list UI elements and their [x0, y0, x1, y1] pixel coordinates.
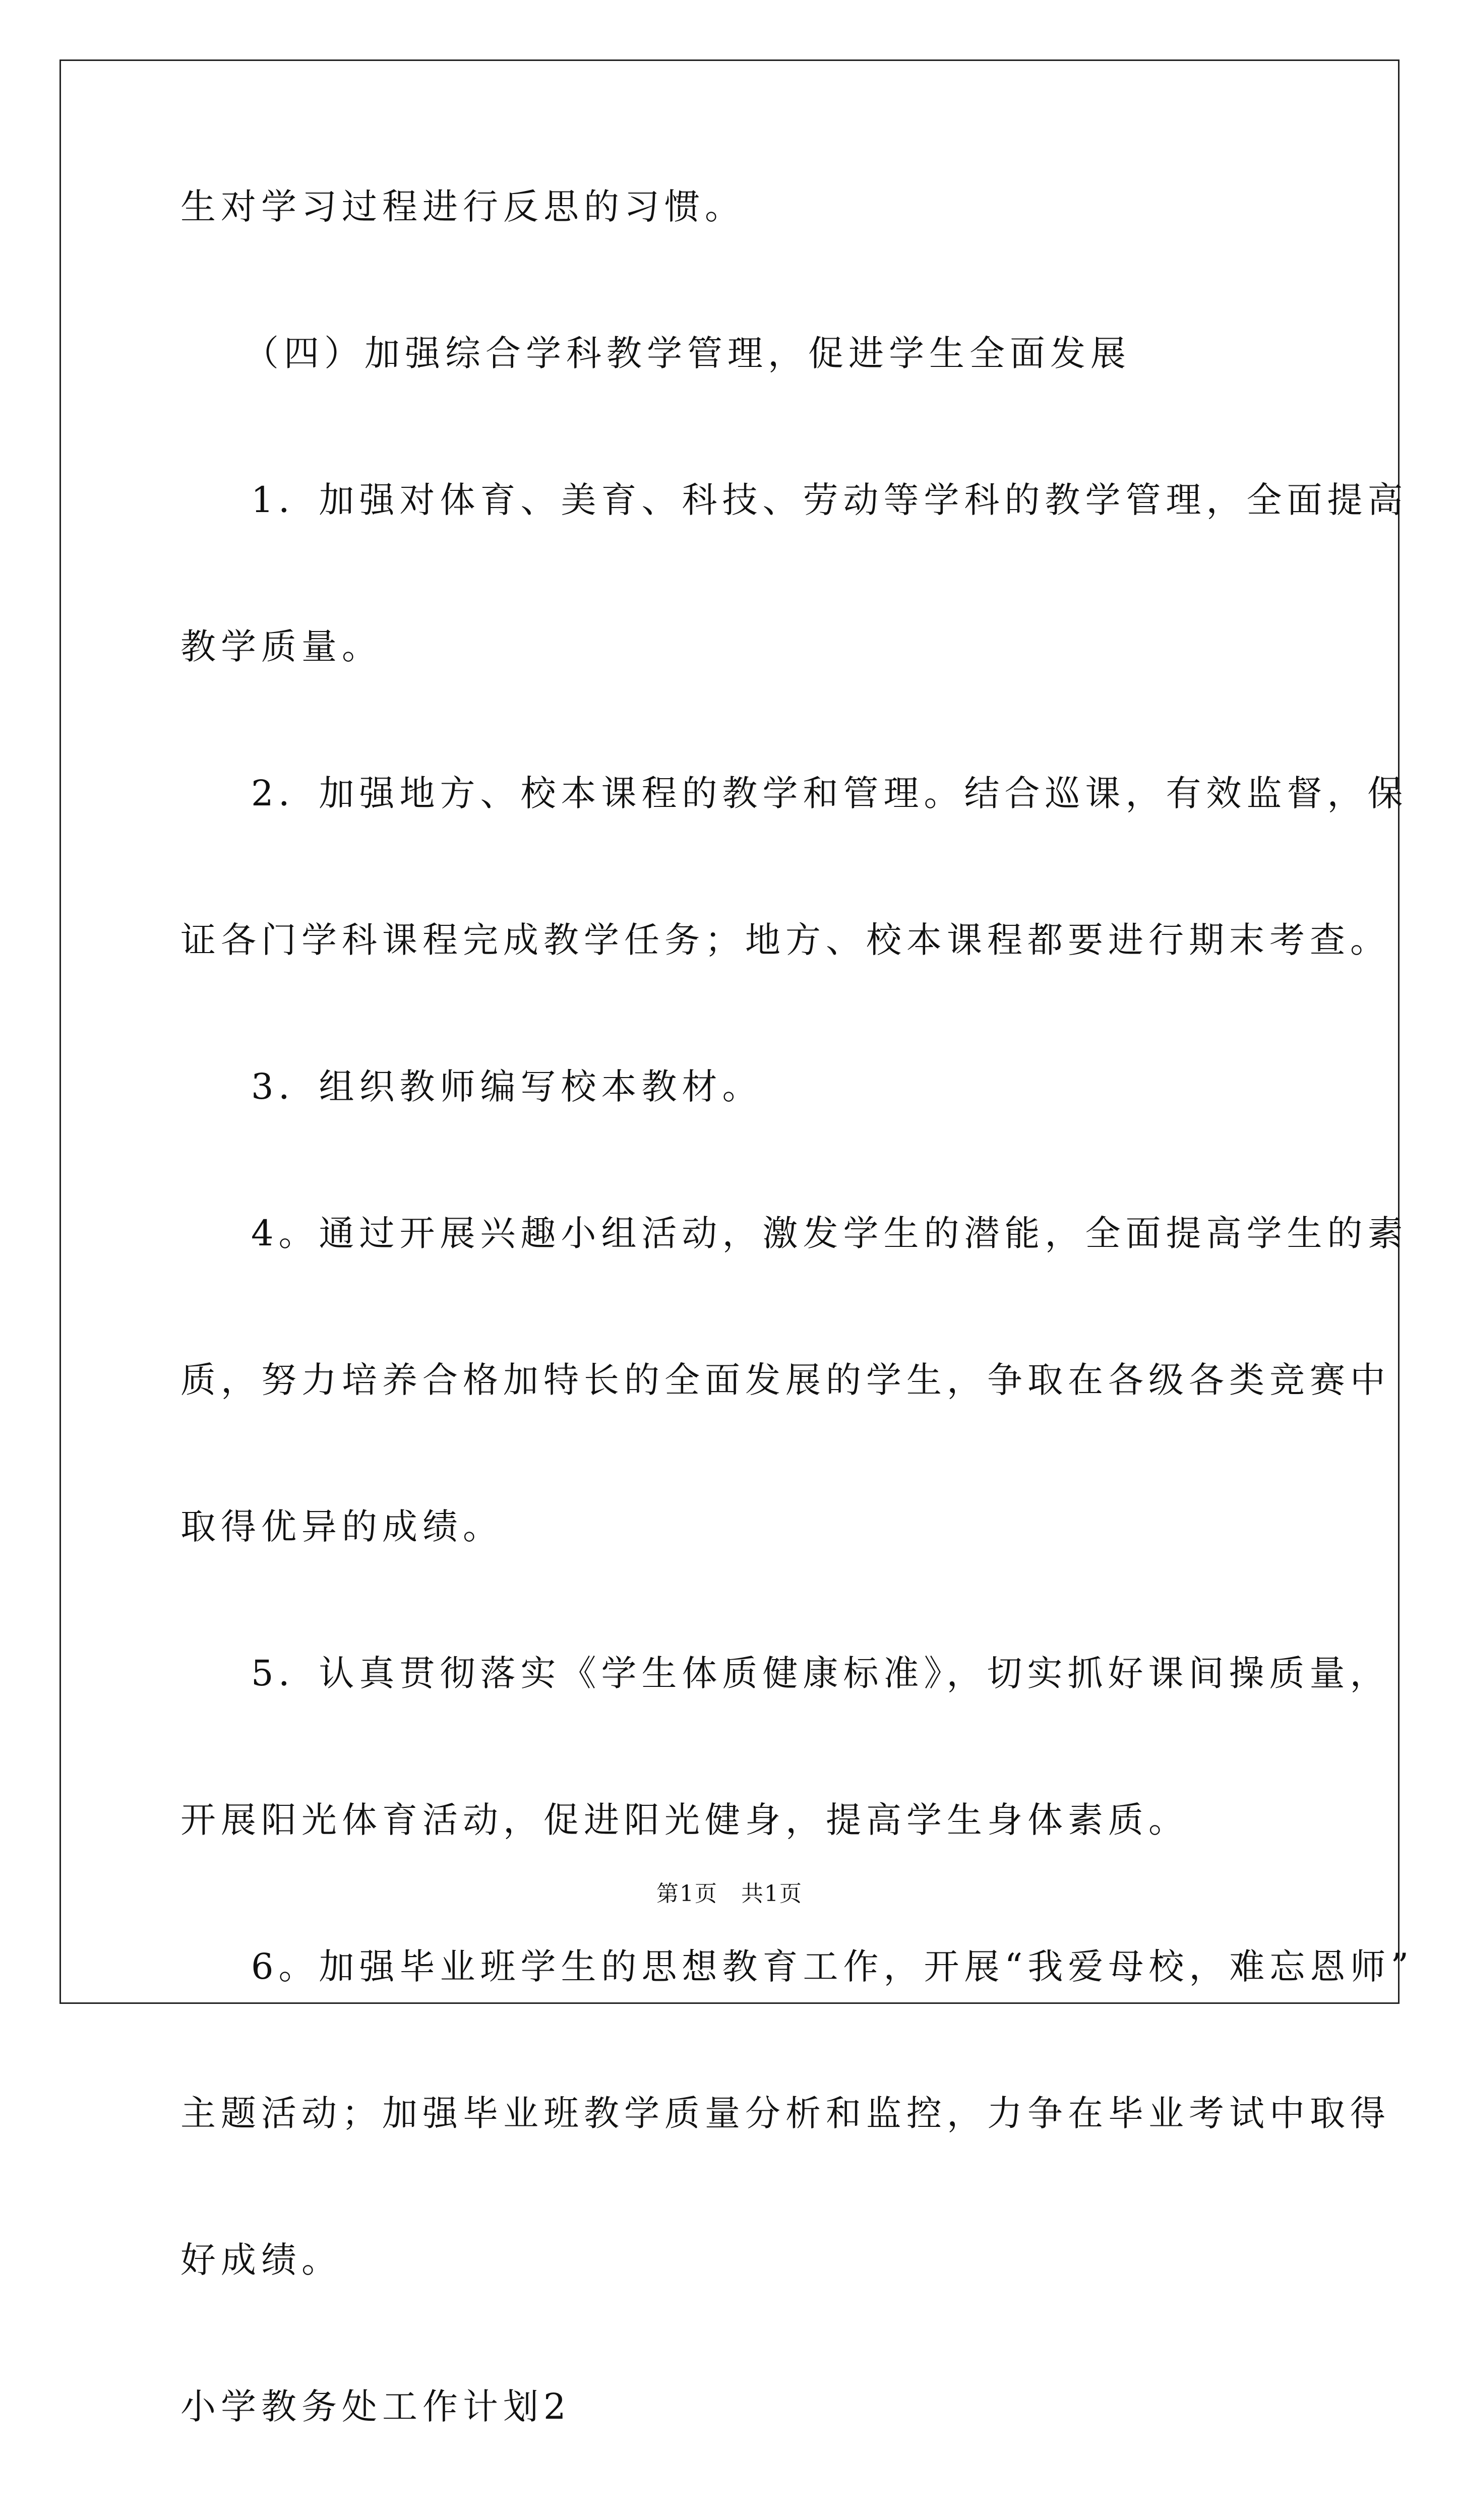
paragraph-line: 主题活动；加强毕业班教学质量分析和监控，力争在毕业考试中取得	[180, 2093, 1390, 2134]
page-number-footer: 第1页 共1页	[656, 1881, 803, 1907]
paragraph-line: 3．组织教师编写校本教材。	[251, 1066, 763, 1107]
paragraph-line: 2．加强地方、校本课程的教学和管理。结合巡课，有效监督，保	[251, 773, 1408, 814]
paragraph-line: 取得优异的成绩。	[180, 1506, 503, 1547]
paragraph-line: 6。加强毕业班学生的思想教育工作，开展“我爱母校，难忘恩师”	[251, 1946, 1414, 1987]
paragraph-line: 质，努力培养合格加特长的全面发展的学生，争取在各级各类竞赛中	[180, 1359, 1390, 1401]
paragraph-line: 4。通过开展兴趣小组活动，激发学生的潜能，全面提高学生的素	[251, 1213, 1408, 1254]
paragraph-line: 5．认真贯彻落实《学生体质健康标准》，切实抓好课间操质量，	[251, 1653, 1390, 1694]
document-subtitle: 小学教务处工作计划2	[180, 2386, 571, 2427]
document-body	[180, 181, 1414, 2520]
paragraph-line: 好成绩。	[180, 2239, 342, 2281]
paragraph-line: 开展阳光体育活动，促进阳光健身，提高学生身体素质。	[180, 1799, 1189, 1841]
section-heading: （四）加强综合学科教学管理，促进学生全面发展	[244, 333, 1131, 374]
paragraph-line: 生对学习过程进行反思的习惯。	[180, 186, 745, 227]
paragraph-line: 教学质量。	[180, 626, 382, 667]
paragraph-line: 证各门学科课程完成教学任务；地方、校本课程都要进行期末考查。	[180, 919, 1390, 961]
paragraph-line: 1．加强对体育、美育、科技、劳动等学科的教学管理，全面提高	[251, 479, 1408, 521]
